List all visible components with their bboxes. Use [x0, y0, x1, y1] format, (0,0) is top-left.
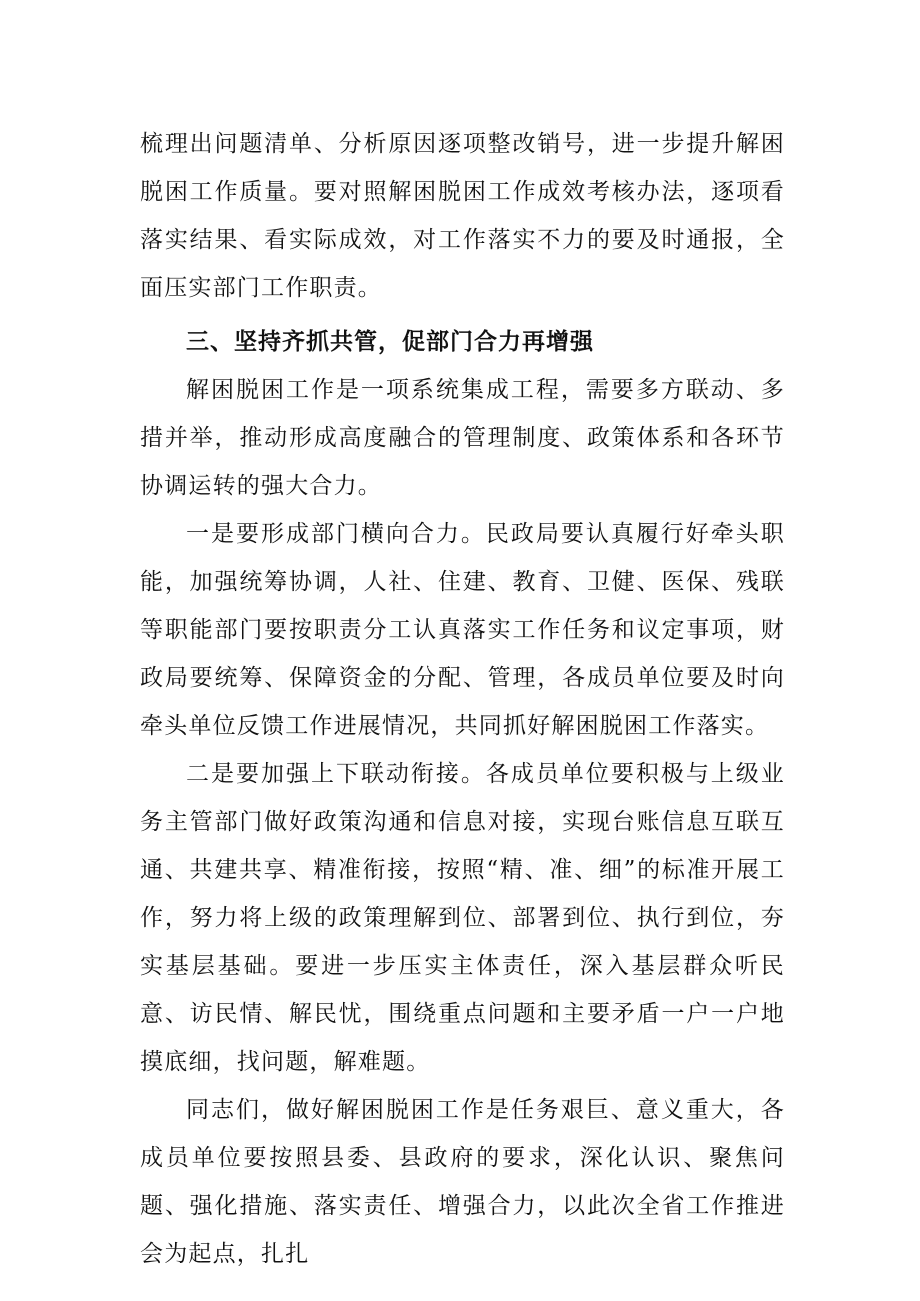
paragraph-vertical-linkage: 二是要加强上下联动衔接。各成员单位要积极与上级业务主管部门做好政策沟通和信息对接，实现台账信息互联互通、共建共享、精准衔接，按照“精、准、细”的标准开展工作，努力将上级的政策理解到位、部署到位、执行到位，夯实基层基础。要进一步压实主体责任，深入基层群众听民意、访民情、解民忧，围绕重点问题和主要矛盾一户一户地摸底细，找问题，解难题。	[140, 761, 785, 1075]
document-body	[140, 120, 785, 1278]
paragraph-system-engineering: 解困脱困工作是一项系统集成工程，需要多方联动、多措并举，推动形成高度融合的管理制度、政策体系和各环节协调运转的强大合力。	[140, 377, 785, 499]
section-heading-three: 三、坚持齐抓共管，促部门合力再增强	[186, 329, 594, 355]
paragraph-horizontal-synergy: 一是要形成部门横向合力。民政局要认真履行好牵头职能，加强统筹协调，人社、住建、教育、卫健、医保、残联等职能部门要按职责分工认真落实工作任务和议定事项，财政局要统筹、保障资金的分配、管理，各成员单位要及时向牵头单位反馈工作进展情况，共同抓好解困脱困工作落实。	[140, 521, 785, 739]
paragraph-closing: 同志们，做好解困脱困工作是任务艰巨、意义重大，各成员单位要按照县委、县政府的要求，深化认识、聚焦问题、强化措施、落实责任、增强合力，以此次全省工作推进会为起点，扎扎	[140, 1097, 785, 1267]
paragraph-continued: 梳理出问题清单、分析原因逐项整改销号，进一步提升解困脱困工作质量。要对照解困脱困工作成效考核办法，逐项看落实结果、看实际成效，对工作落实不力的要及时通报，全面压实部门工作职责。	[140, 131, 785, 301]
